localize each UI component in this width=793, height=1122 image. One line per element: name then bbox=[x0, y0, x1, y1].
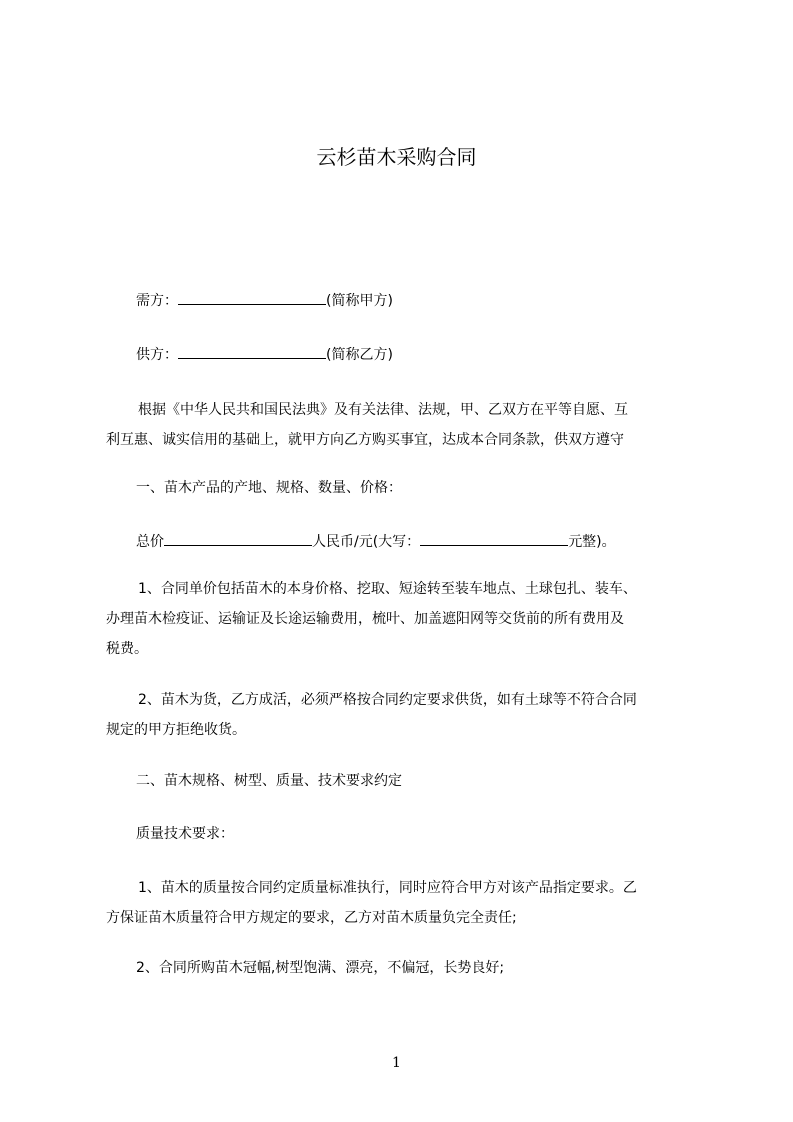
buyer-blank[interactable] bbox=[178, 290, 326, 305]
supplier-line bbox=[136, 344, 393, 365]
supplier-blank[interactable] bbox=[178, 344, 326, 359]
section-2-heading: 二、苗木规格、树型、质量、技术要求约定 bbox=[136, 773, 402, 789]
clause-1-2-line-1: 2、苗木为货，乙方成活，必须严格按合同约定要求供货，如有土球等不符合合同 bbox=[138, 692, 637, 708]
intro-line-1: 根据《中华人民共和国民法典》及有关法律、法规，甲、乙双方在平等自愿、互 bbox=[138, 402, 628, 418]
total-price-line bbox=[136, 531, 616, 552]
page-number: 1 bbox=[392, 1055, 401, 1071]
clause-2-1-line-1: 1、苗木的质量按合同约定质量标准执行，同时应符合甲方对该产品指定要求。乙 bbox=[138, 880, 637, 896]
clause-1-2 bbox=[106, 685, 716, 745]
buyer-suffix: (简称甲方) bbox=[326, 293, 393, 309]
buyer-line bbox=[136, 290, 393, 311]
total-blank[interactable] bbox=[164, 531, 312, 546]
total-end: 元整)。 bbox=[568, 534, 616, 550]
total-uppercase-blank[interactable] bbox=[420, 531, 568, 546]
clause-2-1 bbox=[106, 873, 716, 933]
clause-1-1 bbox=[106, 574, 716, 664]
document-title: 云杉苗木采购合同 bbox=[316, 145, 477, 169]
supplier-label: 供方： bbox=[136, 347, 178, 363]
clause-2-1-line-2: 方保证苗木质量符合甲方规定的要求，乙方对苗木质量负完全责任; bbox=[106, 910, 517, 926]
total-label: 总价 bbox=[136, 534, 164, 550]
clause-1-1-line-2: 办理苗木检疫证、运输证及长途运输费用，梳叶、加盖遮阳网等交货前的所有费用及 bbox=[106, 611, 624, 627]
clause-1-2-line-2: 规定的甲方拒绝收货。 bbox=[106, 722, 246, 738]
supplier-suffix: (简称乙方) bbox=[326, 347, 393, 363]
section-1-heading: 一、苗木产品的产地、规格、数量、价格： bbox=[136, 480, 402, 496]
total-unit: 人民币/元(大写： bbox=[312, 534, 421, 550]
quality-heading: 质量技术要求： bbox=[136, 826, 234, 842]
buyer-label: 需方： bbox=[136, 293, 178, 309]
intro-line-2: 利互惠、诚实信用的基础上，就甲方向乙方购买事宜，达成本合同条款，供双方遵守 bbox=[106, 432, 624, 448]
clause-2-2: 2、合同所购苗木冠幅,树型饱满、漂亮，不偏冠，长势良好; bbox=[136, 960, 505, 976]
clause-1-1-line-1: 1、合同单价包括苗木的本身价格、挖取、短途转至装车地点、土球包扎、装车、 bbox=[138, 581, 637, 597]
clause-1-1-line-3: 税费。 bbox=[106, 641, 148, 657]
intro-paragraph bbox=[106, 395, 716, 455]
